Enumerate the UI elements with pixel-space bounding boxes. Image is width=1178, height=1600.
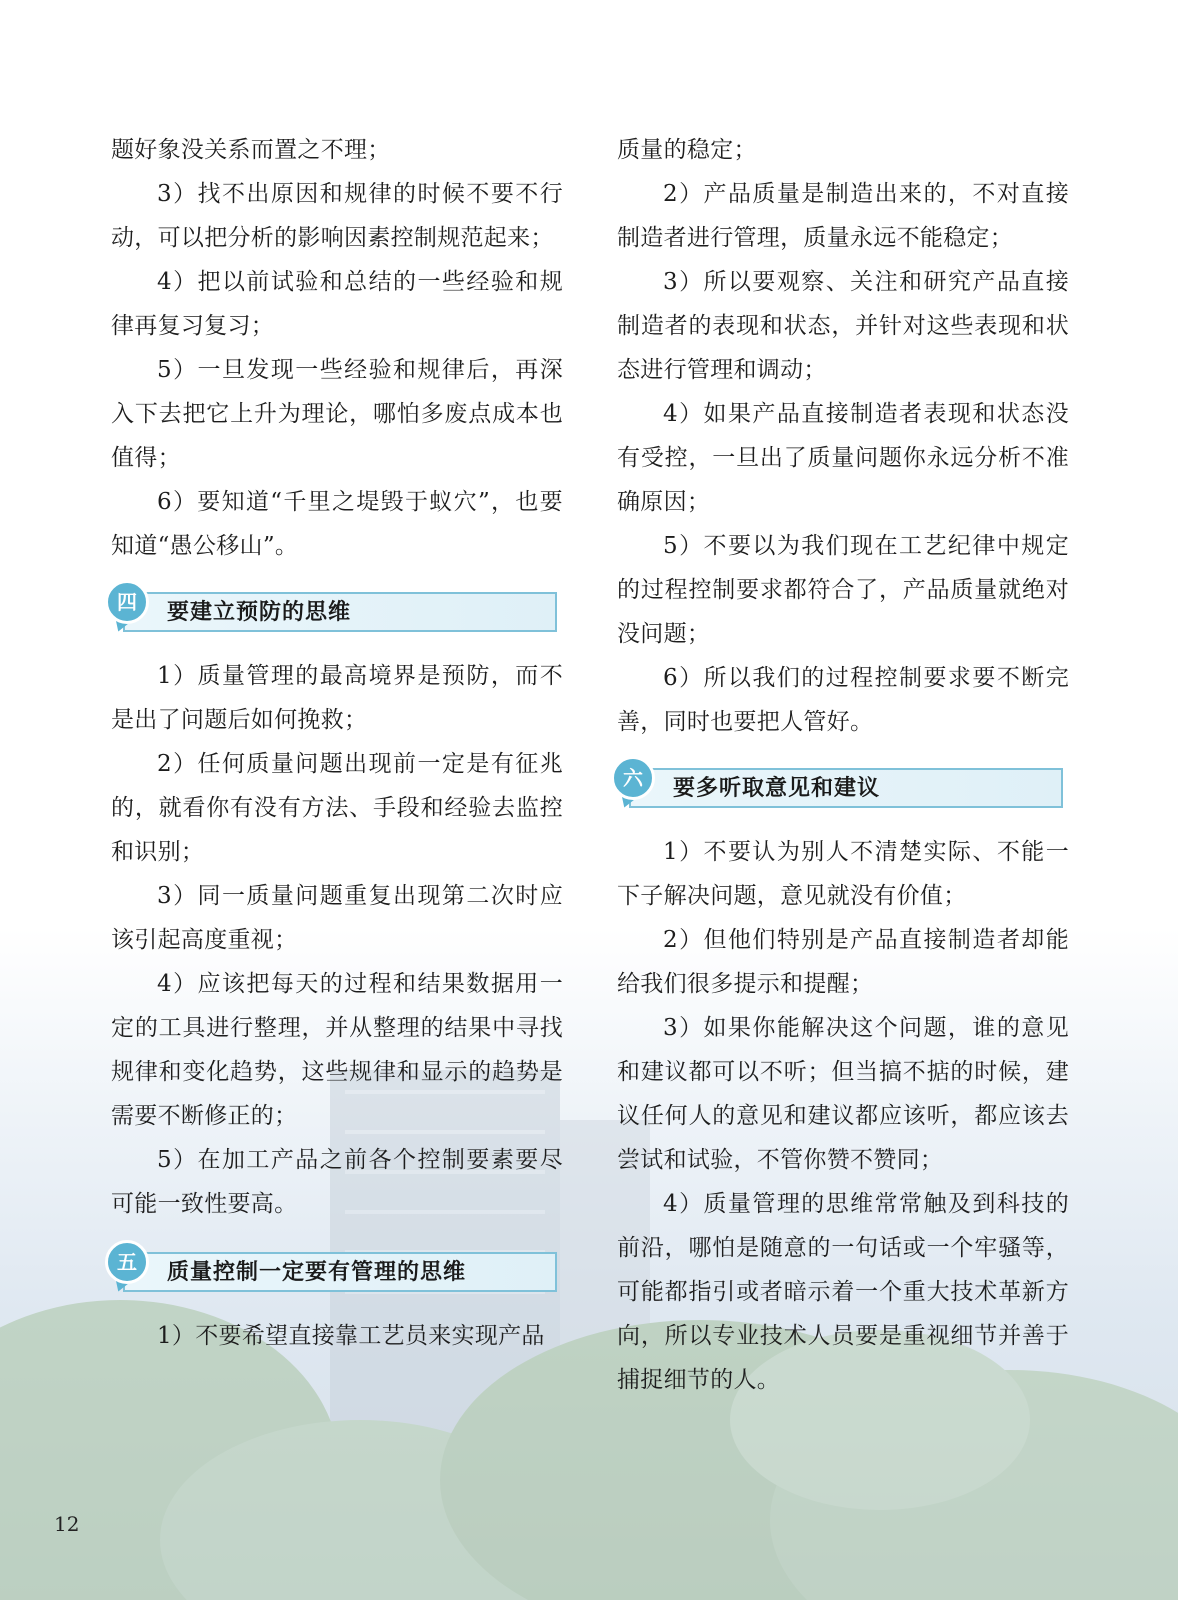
section-title: 要建立预防的思维 <box>167 600 352 625</box>
section-heading-5 <box>111 1242 563 1300</box>
right-column <box>617 128 1069 1402</box>
paragraph: 质量的稳定； <box>617 137 757 163</box>
paragraph: 3）找不出原因和规律的时候不要不行动，可以把分析的影响因素控制规范起来； <box>111 181 563 251</box>
paragraph: 2）任何质量问题出现前一定是有征兆的，就看你有没有方法、手段和经验去监控和识别； <box>111 751 563 865</box>
paragraph: 3）如果你能解决这个问题，谁的意见和建议都可以不听；但当搞不掂的时候，建议任何人的意见和建议都应该听，都应该去尝试和试验，不管你赞不赞同； <box>617 1015 1069 1173</box>
paragraph: 1）质量管理的最高境界是预防，而不是出了问题后如何挽救； <box>111 663 563 733</box>
paragraph: 题好象没关系而置之不理； <box>111 137 391 163</box>
section-number-badge: 四 <box>105 580 149 624</box>
paragraph: 5）在加工产品之前各个控制要素要尽可能一致性要高。 <box>111 1147 563 1217</box>
section-heading-4 <box>111 582 563 640</box>
page-number: 12 <box>54 1512 80 1536</box>
paragraph: 5）不要以为我们现在工艺纪律中规定的过程控制要求都符合了，产品质量就绝对没问题； <box>617 533 1069 647</box>
paragraph: 2）产品质量是制造出来的，不对直接制造者进行管理，质量永远不能稳定； <box>617 181 1069 251</box>
paragraph: 6）所以我们的过程控制要求要不断完善，同时也要把人管好。 <box>617 665 1069 735</box>
left-column <box>111 128 563 1358</box>
section-title: 要多听取意见和建议 <box>673 776 881 801</box>
paragraph: 1）不要认为别人不清楚实际、不能一下子解决问题，意见就没有价值； <box>617 839 1069 909</box>
paragraph: 5）一旦发现一些经验和规律后，再深入下去把它上升为理论，哪怕多废点成本也值得； <box>111 357 563 471</box>
section-number-badge: 五 <box>105 1240 149 1284</box>
paragraph: 4）质量管理的思维常常触及到科技的前沿，哪怕是随意的一句话或一个牢骚等，可能都指引或者暗示着一个重大技术革新方向，所以专业技术人员要是重视细节并善于捕捉细节的人。 <box>617 1191 1069 1393</box>
paragraph: 4）如果产品直接制造者表现和状态没有受控，一旦出了质量问题你永远分析不准确原因； <box>617 401 1069 515</box>
paragraph: 3）所以要观察、关注和研究产品直接制造者的表现和状态，并针对这些表现和状态进行管理和调动； <box>617 269 1069 383</box>
section-title: 质量控制一定要有管理的思维 <box>167 1260 467 1285</box>
paragraph: 1）不要希望直接靠工艺员来实现产品 <box>157 1323 545 1349</box>
paragraph: 4）应该把每天的过程和结果数据用一定的工具进行整理，并从整理的结果中寻找规律和变化趋势，这些规律和显示的趋势是需要不断修正的； <box>111 971 563 1129</box>
paragraph: 6）要知道“千里之堤毁于蚁穴”，也要知道“愚公移山”。 <box>111 489 563 559</box>
section-heading-6 <box>617 758 1069 816</box>
paragraph: 2）但他们特别是产品直接制造者却能给我们很多提示和提醒； <box>617 927 1069 997</box>
paragraph: 3）同一质量问题重复出现第二次时应该引起高度重视； <box>111 883 563 953</box>
section-number-badge: 六 <box>611 756 655 800</box>
paragraph: 4）把以前试验和总结的一些经验和规律再复习复习； <box>111 269 563 339</box>
